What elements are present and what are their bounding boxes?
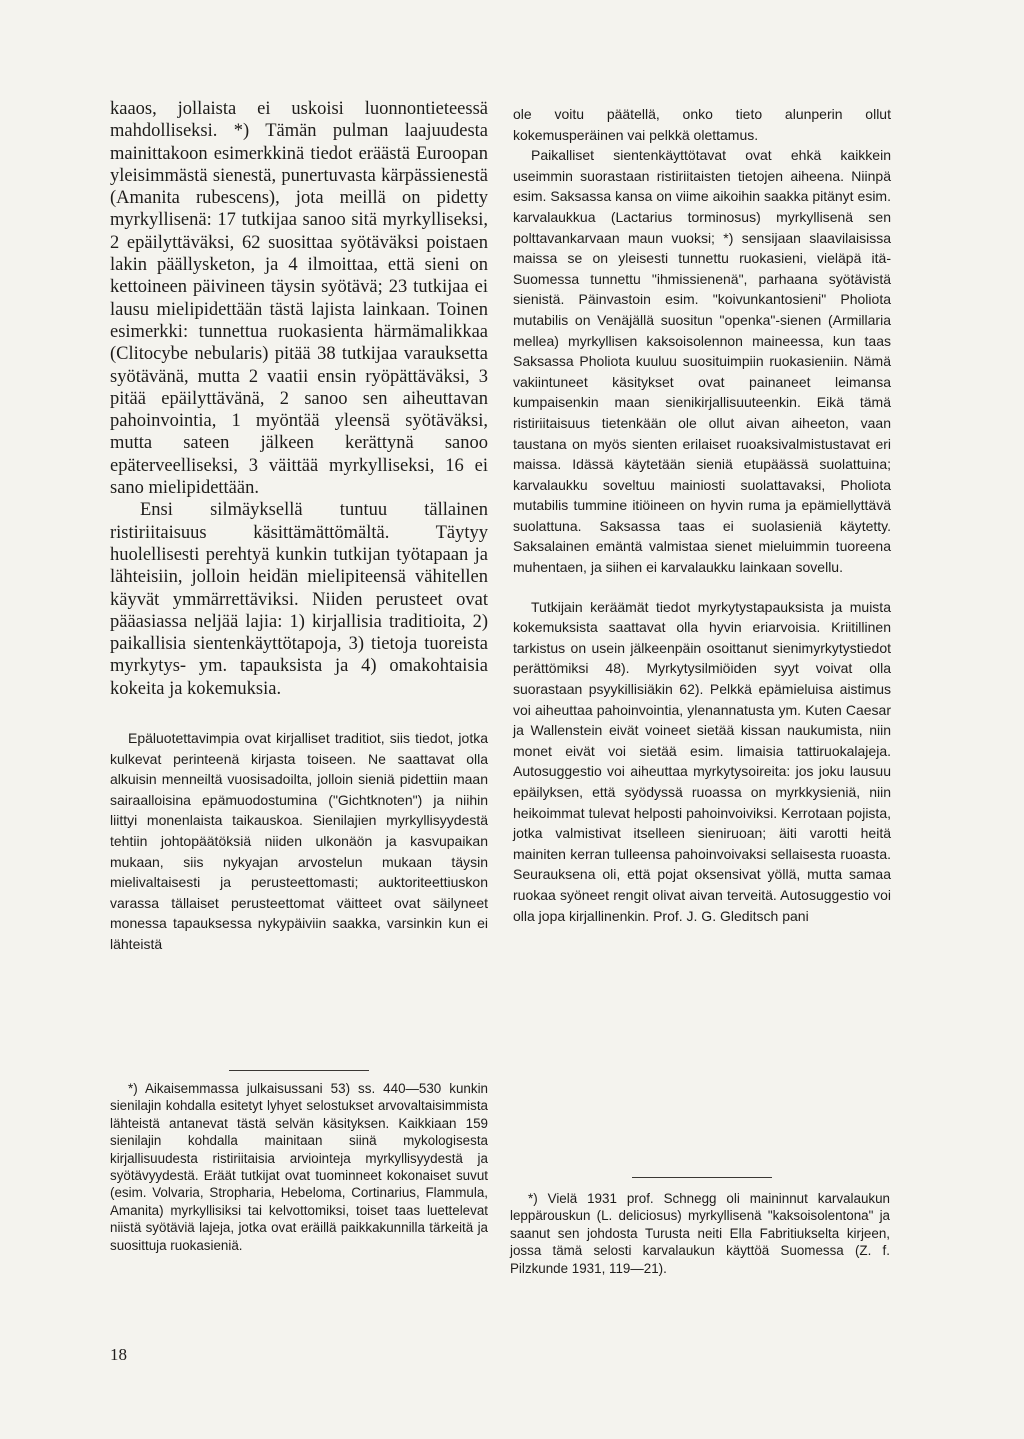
page-number: 18 [110, 1345, 127, 1364]
right-column [513, 104, 891, 926]
paragraph: Epäluotettavimpia ovat kirjalliset traditiot, siis tiedot, jotka kulkevat perinteenä kirjasta toiseen. Ne saattavat olla alkuisin menneiltä vuosisadoilta, jolloin sieniä pidettiin maan sairaalloisina epämuodostumina ("Gichtknoten") ja niihin liittyi monenlaista taikauskoa. Sienilajien myrkyllisyydestä tehtiin johtopäätöksiä niiden ulkonäön ja kasvupaikan mukaan, siis nykyajan arvostelun mukaan täysin mielivaltaisesti ja perusteettomasti; auktoriteettiuskon varassa tällaiset perusteettomat väitteet ovat säilyneet monessa tapauksessa nykypäiviin saakka, varsinkin kun ei lähteistä [110, 730, 488, 952]
left-footnote [110, 1080, 488, 1254]
footnote-text: *) Vielä 1931 prof. Schnegg oli maininnut karvalaukun leppärouskun (L. deliciosus) myrkyllisenä "kaksoisolentona" ja saanut sen johdosta Turusta neiti Ella Fabritiukselta kirjeen, jossa tämä selosti karvalaukun käyttöä Suomessa (Z. f. Pilzkunde 1931, 119—21). [510, 1191, 890, 1276]
footnote-divider [229, 1070, 369, 1071]
footnote-divider [632, 1177, 772, 1178]
left-column [110, 98, 488, 955]
paragraph: Tutkijain keräämät tiedot myrkytystapauksista ja muista kokemuksista saattavat olla hyvin eriarvoisia. Kriitillinen tarkistus on usein jälkeenpäin osoittanut sienimyrkytystiedot perättömiksi 48). Myrkytysilmiöiden syyt voivat olla suorastaan psyykillisiäkin 62). Pelkkä epämieluisa aistimus voi aiheuttaa pahoinvointia, ylenannatusta ym. Kuten Caesar ja Wallenstein eivät voineet sietää kissan naukumista, niin monet eivät voi sietää esim. limaisia tattiruokalajeja. Autosuggestio voi aiheuttaa myrkytysoireita: jos joku lausuu epäilyksen, että syödyssä ruoassa on myrkkysieniä, niin heikoimmat tulevat helposti pahoinvoiviksi. Kerrotaan pojista, jotka valmistivat itselleen sieniruoan; äiti varotti heitä mainiten kerran tulleensa pahoinvoivaksi sellaisesta ruoasta. Seurauksena oli, että pojat oksensivat yöllä, mutta samaa ruokaa syöneet rengit olivat aivan terveitä. Autosuggestio voi olla jopa kirjallinenkin. Prof. J. G. Gleditsch pani [513, 598, 891, 924]
paragraph: kaaos, jollaista ei uskoisi luonnontieteessä mahdolliseksi. *) Tämän pulman laajuudesta mainittakoon esimerkkinä tiedot eräästä Euroopan yleisimmästä sienestä, punertuvasta kärpässienestä (Amanita rubescens), jota meillä on pidetty myrkyllisenä: 17 tutkijaa sanoo sitä myrkylliseksi, 2 epäilyttäväksi, 62 suosittaa syötäväksi poistaen lakin päällysketon, ja 4 ilmoittaa, että sieni on kettoineen päivineen täysin syötävä; 23 tutkijaa ei lausu mielipidettään tästä lajista lainkaan. Toinen esimerkki: tunnettua ruokasienta härmämalikkaa (Clitocybe nebularis) pitää 38 tutkijaa varauksetta syötävänä, mutta 2 vaatii ensin ryöpättäväksi, 3 pitää epäilyttävänä, 2 sanoo sen aiheuttavan pahoinvointia, 1 myöntää yleensä syötäväksi, mutta sateen jälkeen kerättynä sanoo epäterveelliseksi, 3 väittää myrkylliseksi, 16 ei sano mielipidettään. [110, 99, 488, 499]
paragraph: ole voitu päätellä, onko tieto alunperin ollut kokemusperäinen vai pelkkä olettamus. [513, 106, 891, 143]
right-footnote [510, 1190, 890, 1277]
secondary-text [110, 728, 488, 955]
paragraph: Paikalliset sientenkäyttötavat ovat ehkä kaikkein useimmin suorastaan ristiriitaisten tietojen aiheena. Niinpä esim. Saksassa kansa on viime aikoihin saakka pitänyt esim. karvalaukkua (Lactarius torminosus) myrkyllisenä sen polttavankarvaan maun vuoksi; *) sensijaan slaavilaisissa maissa se on yleisesti tunnettu ruokasieni, vieläpä itä-Suomessa tunnettu "ihmissienenä", parhaana syötävistä sienistä. Päinvastoin esim. "koivunkantosieni" Pholiota mutabilis on Venäjällä suositun "openka"-sienen (Armillaria mellea) myrkyllisen kaksoisolennon maineessa, kun taas Saksassa Pholiota kuuluu suosituimpiin ruokasieniin. Nämä vakiintuneet käsitykset ovat painaneet leimansa kumpaisenkin maan sienikirjallisuuteenkin. Eikä tämä ristiriitaisuus tietenkään ole ollut aivan aiheeton, vaan taustana on myös sienten erilaiset ruoaksivalmistustavat eri maissa. Idässä käytetään sieniä etupäässä suolattuina; karvalaukku soveltuu mainiosti suolattavaksi, Pholiota mutabilis tummine itiöineen on hyvin ruma ja epämiellyttävä suolattuna. Saksassa taas ei suolasieniä käytetty. Saksalainen emäntä valmistaa sienet mieluimmin tuoreena muhentaen, ja siihen ei karvalaukku lainkaan sovellu. [513, 147, 891, 576]
paragraph: Ensi silmäyksellä tuntuu tällainen ristiriitaisuus käsittämättömältä. Täytyy huolellisesti perehtyä kunkin tutkijan työtapaan ja lähteisiin, jolloin heidän mielipiteensä vähitellen käyvät ymmärrettäviksi. Niiden perusteet ovat pääasiassa neljää lajia: 1) kirjallisia traditioita, 2) paikallisia sientenkäyttötapoja, 3) tietoja tuoreista myrkytys- ym. tapauksista ja 4) omakohtaisia kokeita ja kokemuksia. [110, 500, 488, 699]
footnote-text: *) Aikaisemmassa julkaisussani 53) ss. 440—530 kunkin sienilajin kohdalla esitetyt lyhyet selostukset arvovaltaisimmista lähteistä antanevat tästä selvän käsityksen. Kaikkiaan 159 sienilajin kohdalla mainitaan siinä mykologisesta kirjallisuudesta ristiriitaisia arviointeja myrkyllisyydestä ja syötävyydestä. Eräät tutkijat ovat tuominneet kokonaiset suvut (esim. Volvaria, Stropharia, Hebeloma, Cortinarius, Flammula, Amanita) myrkyllisiksi tai kelvottomiksi, toiset taas luettelevat niistä syötäviä lajeja, jotka ovat eräillä paikkakunnilla tärkeitä ja suosittuja ruokasieniä. [110, 1081, 488, 1253]
main-text [110, 98, 488, 700]
